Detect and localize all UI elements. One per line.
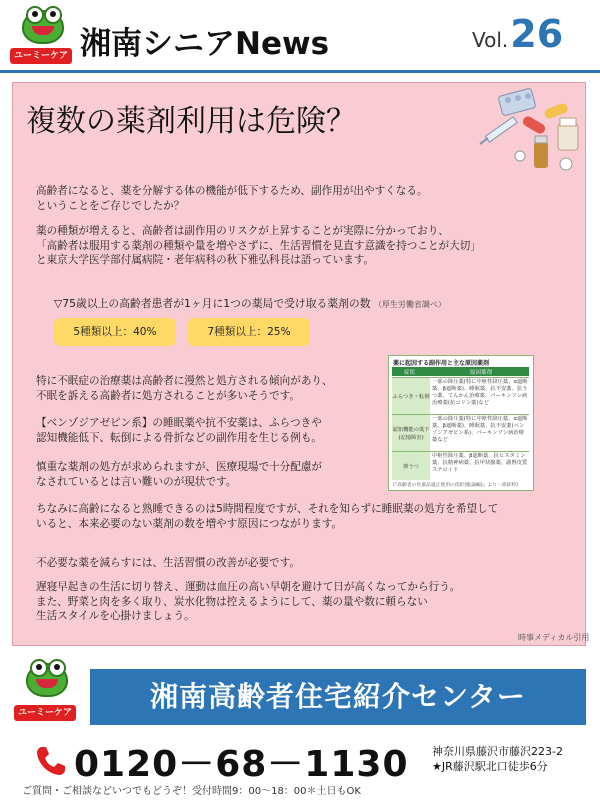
phone-number[interactable]: 0120－68－1130: [74, 744, 409, 785]
table-row: [392, 451, 529, 480]
phone-icon: [34, 744, 68, 778]
statistic-heading: [54, 296, 446, 311]
table-cell: 一部の降圧薬(特に中枢性降圧薬、α遮断薬、β遮断薬)、睡眠薬、抗不安薬(ベンゾジアゼピン系)、パーキンソン病治療薬など: [432, 416, 528, 443]
article-paragraph: 特に不眠症の治療薬は高齢者に漫然と処方される傾向があり、 不眠を訴える高齢者に処方されることが多いそうです。: [36, 375, 333, 402]
vol-number: 26: [510, 12, 564, 56]
statistic-pill: 7種類以上：25%: [188, 318, 310, 346]
syringe-icon: [480, 117, 517, 144]
pill-blister-icon: [498, 88, 536, 116]
table-footnote: (『高齢者の医薬品適正使用の指針(総論編)』より一部抜粋): [393, 483, 519, 488]
table-header: [392, 367, 529, 376]
frog-eye-icon: [26, 6, 44, 24]
logo-text: ユーミーケア: [10, 48, 72, 64]
article-paragraph: 慎重な薬剤の処方が求められますが、医療現場で十分配慮が なされているとは言い難いのが現状です。: [36, 461, 323, 488]
frog-mouth-icon: [32, 26, 54, 35]
statistic-source: （厚生労働省調べ）: [373, 300, 446, 309]
article-headline: 複数の薬剤利用は危険？: [26, 104, 356, 139]
article-paragraph: 【ベンゾジアゼピン系】の睡眠薬や抗不安薬は、ふらつきや 認知機能低下、転倒による骨折などの副作用を生じる例も。: [36, 417, 323, 444]
table-row: [392, 414, 529, 451]
table-cell: 中枢性降圧薬、β遮断薬、抗ヒスタミン薬、抗精神病薬、抗甲状腺薬、副腎皮質ステロイド: [432, 453, 528, 473]
vial-icon: [534, 136, 548, 168]
frog-eye-icon: [48, 659, 66, 677]
table-cell: 認知機能の低下(記憶障害): [392, 415, 430, 451]
table-cell: ふらつき・転倒: [392, 378, 430, 414]
article-paragraph: 遅寝早起きの生活に切り替え、運動は血圧の高い早朝を避けて日が高くなってから行う。 また、野菜と肉を多く取り、炭水化物は控えるようにして、薬の量や数に頼らない 生活スタイルを心掛けましょう。: [36, 581, 461, 622]
article-paragraph: 薬の種類が増えると、高齢者は副作用のリスクが上昇することが実際に分かっており、 「高齢者は服用する薬剤の種類や量を増やさずに、生活習慣を見直す意識を持つことが大切」 と東京大学医学部付属病院・老年病科の秋下雅弘科長は語っています。: [36, 225, 481, 266]
statistic-pill: 5種類以上：40%: [54, 318, 176, 346]
logo-text: ユーミーケア: [14, 705, 76, 721]
table-header-cell: 症状: [404, 370, 416, 376]
statistic-heading-text: ▽75歳以上の高齢者患者が1ヶ月に1つの薬局で受け取る薬剤の数: [54, 297, 371, 310]
side-effects-table: [388, 355, 534, 491]
frog-logo: [10, 8, 72, 68]
frog-icon: [22, 10, 64, 44]
article-paragraph: 不必要な薬を減らすには、生活習慣の改善が必要です。: [36, 557, 300, 569]
volume-label: [472, 12, 592, 56]
header-divider: [0, 70, 600, 73]
medicine-illustration: [478, 86, 588, 182]
center-name-banner: 湘南高齢者住宅紹介センター: [90, 669, 586, 725]
frog-eye-icon: [44, 6, 62, 24]
table-row: [392, 377, 529, 414]
table-cell: 抑うつ: [392, 452, 430, 480]
frog-logo: [14, 655, 76, 725]
business-hours: ご質問・ご相談などいつでもどうぞ！受付時間9：00～18：00＊土日もOK: [22, 786, 361, 797]
frog-mouth-icon: [36, 679, 58, 688]
table-title: 薬に起因する副作用と主な原因薬剤: [393, 360, 490, 367]
vol-label: Vol.: [472, 28, 509, 52]
frog-icon: [26, 663, 68, 697]
address: 神奈川県藤沢市藤沢223-2 ★JR藤沢駅北口徒歩6分: [432, 745, 563, 773]
article-paragraph: ちなみに高齢になると熟睡できるのは5時間程度ですが、それを知らずに睡眠薬の処方を希望して いると、本来必要のない薬剤の数を増やす原因につながります。: [36, 503, 499, 530]
table-cell: 一部の降圧薬(特に中枢性降圧薬、α遮断薬、β遮断薬)、睡眠薬、抗不安薬、抗うつ薬、てんかん治療薬、パーキンソン病治療薬(抗コリン薬)など: [432, 379, 528, 406]
table-header-cell: 原因薬剤: [470, 370, 493, 376]
citation: 時事メディカル引用: [518, 633, 590, 642]
frog-eye-icon: [30, 659, 48, 677]
newsletter-title: 湘南シニアNews: [80, 26, 330, 62]
article-paragraph: 高齢者になると、薬を分解する体の機能が低下するため、副作用が出やすくなる。 ということをご存じでしたか？: [36, 185, 428, 212]
bottle-icon: [558, 118, 578, 150]
